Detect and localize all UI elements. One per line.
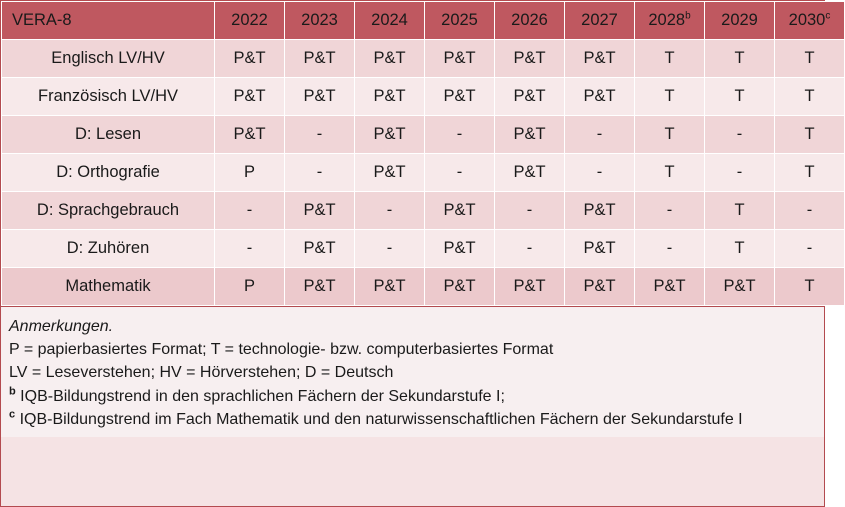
- cell-d-orthografie-2025: -: [425, 154, 495, 192]
- cell-mathematik-2029: P&T: [705, 268, 775, 306]
- vera8-schedule-table: [1, 1, 845, 306]
- column-header-2028: [635, 2, 705, 40]
- cell-d-zuhoeren-2025: P&T: [425, 230, 495, 268]
- column-header-2030: [775, 2, 845, 40]
- row-label-franzoesisch: Französisch LV/HV: [2, 78, 215, 116]
- cell-mathematik-2022: P: [215, 268, 285, 306]
- footnote-marker-c: c: [825, 10, 831, 22]
- column-header-year: 2028: [648, 11, 686, 29]
- cell-d-orthografie-2024: P&T: [355, 154, 425, 192]
- footnote-marker-b: b: [9, 385, 16, 398]
- table-body: [2, 40, 845, 306]
- table-notes: [1, 306, 824, 437]
- cell-d-zuhoeren-2022: -: [215, 230, 285, 268]
- cell-d-sprachgebrauch-2030: -: [775, 192, 845, 230]
- column-header-2025: [425, 2, 495, 40]
- cell-d-zuhoeren-2026: -: [495, 230, 565, 268]
- cell-englisch-2024: P&T: [355, 40, 425, 78]
- cell-englisch-2022: P&T: [215, 40, 285, 78]
- table-row: [2, 192, 845, 230]
- cell-d-lesen-2026: P&T: [495, 116, 565, 154]
- cell-franzoesisch-2027: P&T: [565, 78, 635, 116]
- table-header-row: [2, 2, 845, 40]
- cell-d-orthografie-2029: -: [705, 154, 775, 192]
- column-header-year: 2026: [511, 11, 548, 29]
- footnote-marker-b: b: [685, 10, 691, 22]
- cell-d-sprachgebrauch-2026: -: [495, 192, 565, 230]
- column-header-2022: [215, 2, 285, 40]
- cell-mathematik-2030: T: [775, 268, 845, 306]
- column-header-year: 2030: [788, 11, 826, 29]
- cell-d-orthografie-2030: T: [775, 154, 845, 192]
- cell-d-zuhoeren-2028: -: [635, 230, 705, 268]
- cell-d-zuhoeren-2029: T: [705, 230, 775, 268]
- cell-mathematik-2026: P&T: [495, 268, 565, 306]
- cell-d-lesen-2025: -: [425, 116, 495, 154]
- column-header-2027: [565, 2, 635, 40]
- cell-d-lesen-2024: P&T: [355, 116, 425, 154]
- row-label-mathematik: Mathematik: [2, 268, 215, 306]
- row-label-d-orthografie: D: Orthografie: [2, 154, 215, 192]
- cell-franzoesisch-2029: T: [705, 78, 775, 116]
- cell-franzoesisch-2025: P&T: [425, 78, 495, 116]
- cell-d-lesen-2029: -: [705, 116, 775, 154]
- cell-englisch-2023: P&T: [285, 40, 355, 78]
- table-corner-header: VERA-8: [2, 2, 215, 40]
- notes-heading: Anmerkungen.: [9, 318, 114, 335]
- row-label-d-sprachgebrauch: D: Sprachgebrauch: [2, 192, 215, 230]
- cell-d-sprachgebrauch-2027: P&T: [565, 192, 635, 230]
- cell-franzoesisch-2023: P&T: [285, 78, 355, 116]
- column-header-2026: [495, 2, 565, 40]
- notes-footnote-b: [9, 385, 816, 408]
- cell-englisch-2029: T: [705, 40, 775, 78]
- cell-d-lesen-2030: T: [775, 116, 845, 154]
- cell-franzoesisch-2028: T: [635, 78, 705, 116]
- cell-d-orthografie-2027: -: [565, 154, 635, 192]
- column-header-2029: [705, 2, 775, 40]
- cell-franzoesisch-2026: P&T: [495, 78, 565, 116]
- cell-d-sprachgebrauch-2022: -: [215, 192, 285, 230]
- cell-d-sprachgebrauch-2023: P&T: [285, 192, 355, 230]
- cell-franzoesisch-2022: P&T: [215, 78, 285, 116]
- table-row: [2, 40, 845, 78]
- cell-d-zuhoeren-2027: P&T: [565, 230, 635, 268]
- cell-d-lesen-2028: T: [635, 116, 705, 154]
- cell-d-sprachgebrauch-2024: -: [355, 192, 425, 230]
- cell-d-orthografie-2028: T: [635, 154, 705, 192]
- column-header-year: 2022: [231, 11, 268, 29]
- table-row: [2, 116, 845, 154]
- column-header-year: 2027: [581, 11, 618, 29]
- cell-mathematik-2023: P&T: [285, 268, 355, 306]
- cell-mathematik-2028: P&T: [635, 268, 705, 306]
- cell-franzoesisch-2024: P&T: [355, 78, 425, 116]
- column-header-year: 2025: [441, 11, 478, 29]
- cell-d-zuhoeren-2024: -: [355, 230, 425, 268]
- cell-englisch-2030: T: [775, 40, 845, 78]
- cell-d-lesen-2023: -: [285, 116, 355, 154]
- cell-d-zuhoeren-2030: -: [775, 230, 845, 268]
- cell-d-orthografie-2023: -: [285, 154, 355, 192]
- column-header-year: 2029: [721, 11, 758, 29]
- cell-englisch-2028: T: [635, 40, 705, 78]
- footnote-c-text: IQB-Bildungstrend im Fach Mathematik und den naturwissenschaftlichen Fächern der Sekundarstufe I: [15, 410, 743, 428]
- column-header-year: 2024: [371, 11, 408, 29]
- column-header-2023: [285, 2, 355, 40]
- row-label-d-zuhoeren: D: Zuhören: [2, 230, 215, 268]
- cell-franzoesisch-2030: T: [775, 78, 845, 116]
- table-header: [2, 2, 845, 40]
- cell-d-sprachgebrauch-2029: T: [705, 192, 775, 230]
- cell-d-orthografie-2022: P: [215, 154, 285, 192]
- cell-d-lesen-2027: -: [565, 116, 635, 154]
- cell-d-orthografie-2026: P&T: [495, 154, 565, 192]
- table-row: [2, 78, 845, 116]
- footnote-marker-c: c: [9, 408, 16, 421]
- table-row: [2, 230, 845, 268]
- cell-mathematik-2025: P&T: [425, 268, 495, 306]
- cell-englisch-2026: P&T: [495, 40, 565, 78]
- table-row: [2, 268, 845, 306]
- column-header-year: 2023: [301, 11, 338, 29]
- row-label-d-lesen: D: Lesen: [2, 116, 215, 154]
- notes-line-formats: P = papierbasiertes Format; T = technologie- bzw. computerbasiertes Format: [9, 341, 554, 359]
- cell-englisch-2025: P&T: [425, 40, 495, 78]
- cell-d-sprachgebrauch-2028: -: [635, 192, 705, 230]
- cell-mathematik-2027: P&T: [565, 268, 635, 306]
- cell-d-lesen-2022: P&T: [215, 116, 285, 154]
- cell-englisch-2027: P&T: [565, 40, 635, 78]
- footnote-b-text: IQB-Bildungstrend in den sprachlichen Fächern der Sekundarstufe I;: [15, 387, 505, 405]
- notes-line-abbreviations: LV = Leseverstehen; HV = Hörverstehen; D = Deutsch: [9, 364, 394, 382]
- table-row: [2, 154, 845, 192]
- column-header-2024: [355, 2, 425, 40]
- row-label-englisch: Englisch LV/HV: [2, 40, 215, 78]
- cell-d-zuhoeren-2023: P&T: [285, 230, 355, 268]
- cell-d-sprachgebrauch-2025: P&T: [425, 192, 495, 230]
- notes-footnote-c: [9, 408, 816, 431]
- cell-mathematik-2024: P&T: [355, 268, 425, 306]
